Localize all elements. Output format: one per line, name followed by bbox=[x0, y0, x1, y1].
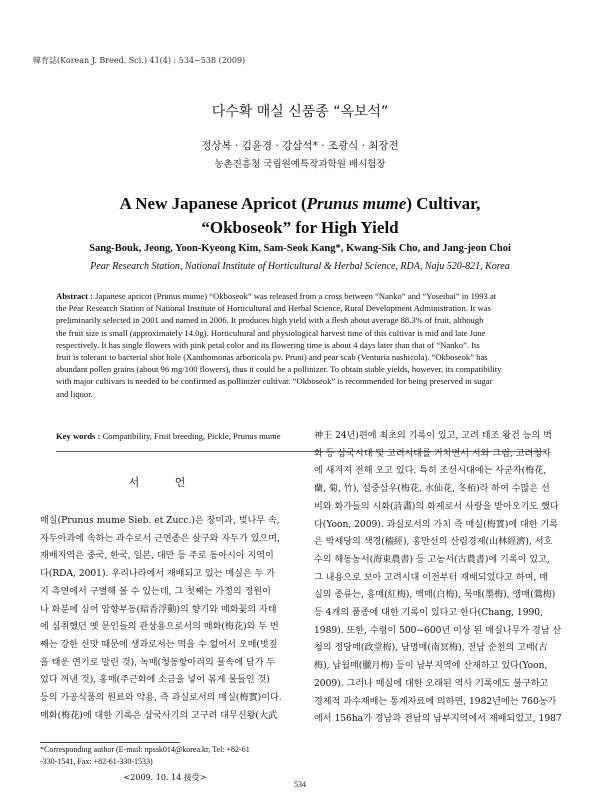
english-title-line1-post: ) Cultivar, bbox=[406, 194, 481, 213]
abstract-line: with major cultivars is needed to be confirmed as pollinizer cultivar. “Okboseok” is recommended for being preserved in sugar bbox=[56, 376, 493, 387]
body-line: 은 박세당의 색경(穡經), 홍만선의 산림경제(山林經濟), 서호 bbox=[314, 537, 553, 548]
body-line: 재배지역은 중국, 한국, 일본, 대만 등 주로 동아시아 지역이 bbox=[40, 551, 274, 562]
keywords-label: Key words : bbox=[56, 431, 101, 441]
korean-title: 다수확 매실 신품종 “옥보석” bbox=[211, 104, 389, 120]
body-line: 그 내용으로 보아 고려시대 이전부터 재배되었다고 하며, 매 bbox=[314, 572, 548, 583]
body-line: 화 등 삼국시대 및 고려시대를 거치면서 시와 그림, 고려청자 bbox=[314, 448, 551, 459]
abstract-line: fruit is tolerant to bacterial shot hole (Xanthomonas arboricola pv. Pruni) and pear scab (Venturia nashicola). “Okboseok” has bbox=[56, 352, 488, 363]
footnote-line: -330-1541, Fax: +82-61-330-1533) bbox=[40, 757, 153, 766]
body-line: 등 4개의 품종에 대한 기록이 있다고 한다(Chang, 1990, bbox=[314, 608, 543, 619]
footnote bbox=[40, 744, 290, 768]
body-line: 째는 강한 신맛 때문에 생과로서는 먹을 수 없어서 오매(벗짚 bbox=[40, 639, 278, 650]
korean-authors: 정상복 · 김윤경 · 강삼석* · 조광식 · 최장전 bbox=[201, 140, 399, 152]
english-authors: Sang-Bouk, Jeong, Yoon-Kyeong Kim, Sam-Seok Kang*, Kwang-Sik Cho, and Jang-jeon Choi bbox=[89, 243, 511, 254]
english-title-line1-pre: A New Japanese Apricot ( bbox=[119, 194, 307, 213]
abstract-line: Abstract : Japanese apricot (Prunus mume) “Okboseok” was released from a cross between “Nanko” and “Yoseibai” in 1993 at bbox=[56, 291, 497, 301]
footnote-divider bbox=[40, 742, 180, 743]
korean-affiliation: 농촌진흥청 국립원예특작과학원 배시험장 bbox=[214, 159, 386, 170]
footnote-line: *Corresponding author (E-mail: npssk014@korea.kr, Tel: +82-61 bbox=[40, 745, 250, 754]
abstract-line: the fruit size is small (approximately 14.0g). Horticultural and physiological harvest time of this cultivar is mid and late June bbox=[56, 327, 486, 338]
abstract-line: and liquor. bbox=[56, 388, 93, 399]
body-line: 매화(梅花)에 대한 기록은 삼국사기의 고구려 대무신왕(大武 bbox=[40, 710, 278, 721]
body-line: 매실(Prunus mume Sieb. et Zucc.)은 장미과, 벚나무 속, bbox=[40, 516, 280, 526]
left-column bbox=[40, 513, 290, 725]
body-line: 을 태운 연기로 말린 것), 녹매(청동항아리의 물속에 담가 두 bbox=[40, 657, 276, 668]
body-line: 지 측면에서 구별해 볼 수 있는데, 그 첫째는 가정의 정원이 bbox=[40, 586, 271, 597]
abstract bbox=[56, 290, 546, 400]
body-line: 었다 꺼낸 것), 홍매(주근화에 소금을 넣어 볶게 물들인 것) bbox=[40, 675, 270, 686]
english-title-species: Prunus mume bbox=[306, 194, 407, 213]
abstract-label: Abstract : bbox=[56, 291, 93, 301]
received-date: <2009. 10. 14 接受> bbox=[123, 773, 207, 782]
abstract-line: preliminarily selected in 2001 and named in 2006. It produces high yield with a flesh about average 88.3% of fruit, although bbox=[56, 315, 484, 326]
page-number: 534 bbox=[294, 780, 306, 789]
body-line: 실의 종류는, 홍매(紅梅), 백매(白梅), 묵매(墨梅), 앵매(鶯梅) bbox=[314, 590, 556, 601]
body-line: 蘭, 菊, 竹), 설중삼우(梅花, 水仙花, 冬栢)라 하여 수많은 선 bbox=[314, 484, 550, 495]
abstract-line: the Pear Research Station of National Institute of Horticultural and Herbal Science, Rural Development Administration. It was bbox=[56, 303, 491, 314]
body-line: 에서 156ha가 경남과 전남의 남부지역에서 재배되었고, 1987 bbox=[314, 714, 562, 725]
body-line: 비와 화가들의 시화(詩畵)의 화제로서 사랑을 받아오기도 했다 bbox=[314, 501, 559, 512]
keywords-text: Compatibility, Fruit breeding, Pickle, Prunus mume bbox=[102, 431, 281, 441]
section-heading: 서 언 bbox=[128, 476, 202, 489]
body-line: 등의 가공식품의 원료와 약용, 즉 과실로서의 매실(梅實)이다. bbox=[40, 693, 282, 704]
body-line: 에 심취했던 옛 문인들의 관상용으로서의 매화(梅花)와 두 번 bbox=[40, 622, 279, 633]
body-line: 神王 24년)편에 최초의 기록이 있고, 고려 태조 왕건 능의 벽 bbox=[314, 431, 552, 441]
english-affiliation: Pear Research Station, National Institute of Horticultural & Herbal Science, RDA, Naju 520-821, Korea bbox=[90, 261, 510, 272]
english-title bbox=[0, 192, 600, 240]
right-column bbox=[314, 428, 564, 729]
english-title-line2: “Okboseok” for High Yield bbox=[201, 218, 399, 237]
body-line: 에 새겨져 전해 오고 있다. 특히 조선시대에는 사군자(梅花, bbox=[314, 466, 547, 477]
body-line: 자두아과에 속하는 과수로서 근연종은 살구와 자두가 있으며, bbox=[40, 533, 280, 544]
abstract-line: abundant pollen grains (about 96 mg/100 flowers), thus it could be a pollinizer. To obtain stable yields, however, its compatibility bbox=[56, 364, 502, 375]
body-line: 2009). 그러나 매실에 대한 오래된 역사 기록에도 불구하고 bbox=[314, 678, 549, 689]
abstract-line: respectively. It has single flowers with pink petal color and its flowering time is about 4 days later than that of “Nanko”. Its bbox=[56, 339, 480, 350]
journal-citation: 韓育誌(Korean J. Breed. Sci.) 41(4) : 534~538 (2009) bbox=[33, 56, 246, 65]
body-line: 나 화분에 심어 암향부동(暗香浮動)의 향기와 매화꽃의 자태 bbox=[40, 604, 277, 615]
body-line: 경제적 과수재배는 통계자료에 의하면, 1982년에는 760농가 bbox=[314, 696, 557, 707]
body-line: 다(Yoon, 2009). 과실로서의 가치 즉 매실(梅實)에 대한 기록 bbox=[314, 519, 559, 530]
body-line: 梅), 납월매(臘月梅) 등이 남부지역에 산재하고 있다(Yoon, bbox=[314, 661, 548, 672]
body-line: 1989). 또한, 수령이 500~600년 이상 된 매실나무가 경남 산 bbox=[314, 625, 562, 636]
body-line: 청의 정당매(政堂梅), 남명매(南冥梅), 전남 순천의 고매(古 bbox=[314, 643, 548, 654]
body-line: 다(RDA, 2001). 우리나라에서 재배되고 있는 매실은 두 가 bbox=[40, 569, 276, 580]
body-line: 수의 해동농서(海東農書) 등 고농서(古農書)에 기록이 있고, bbox=[314, 554, 550, 565]
